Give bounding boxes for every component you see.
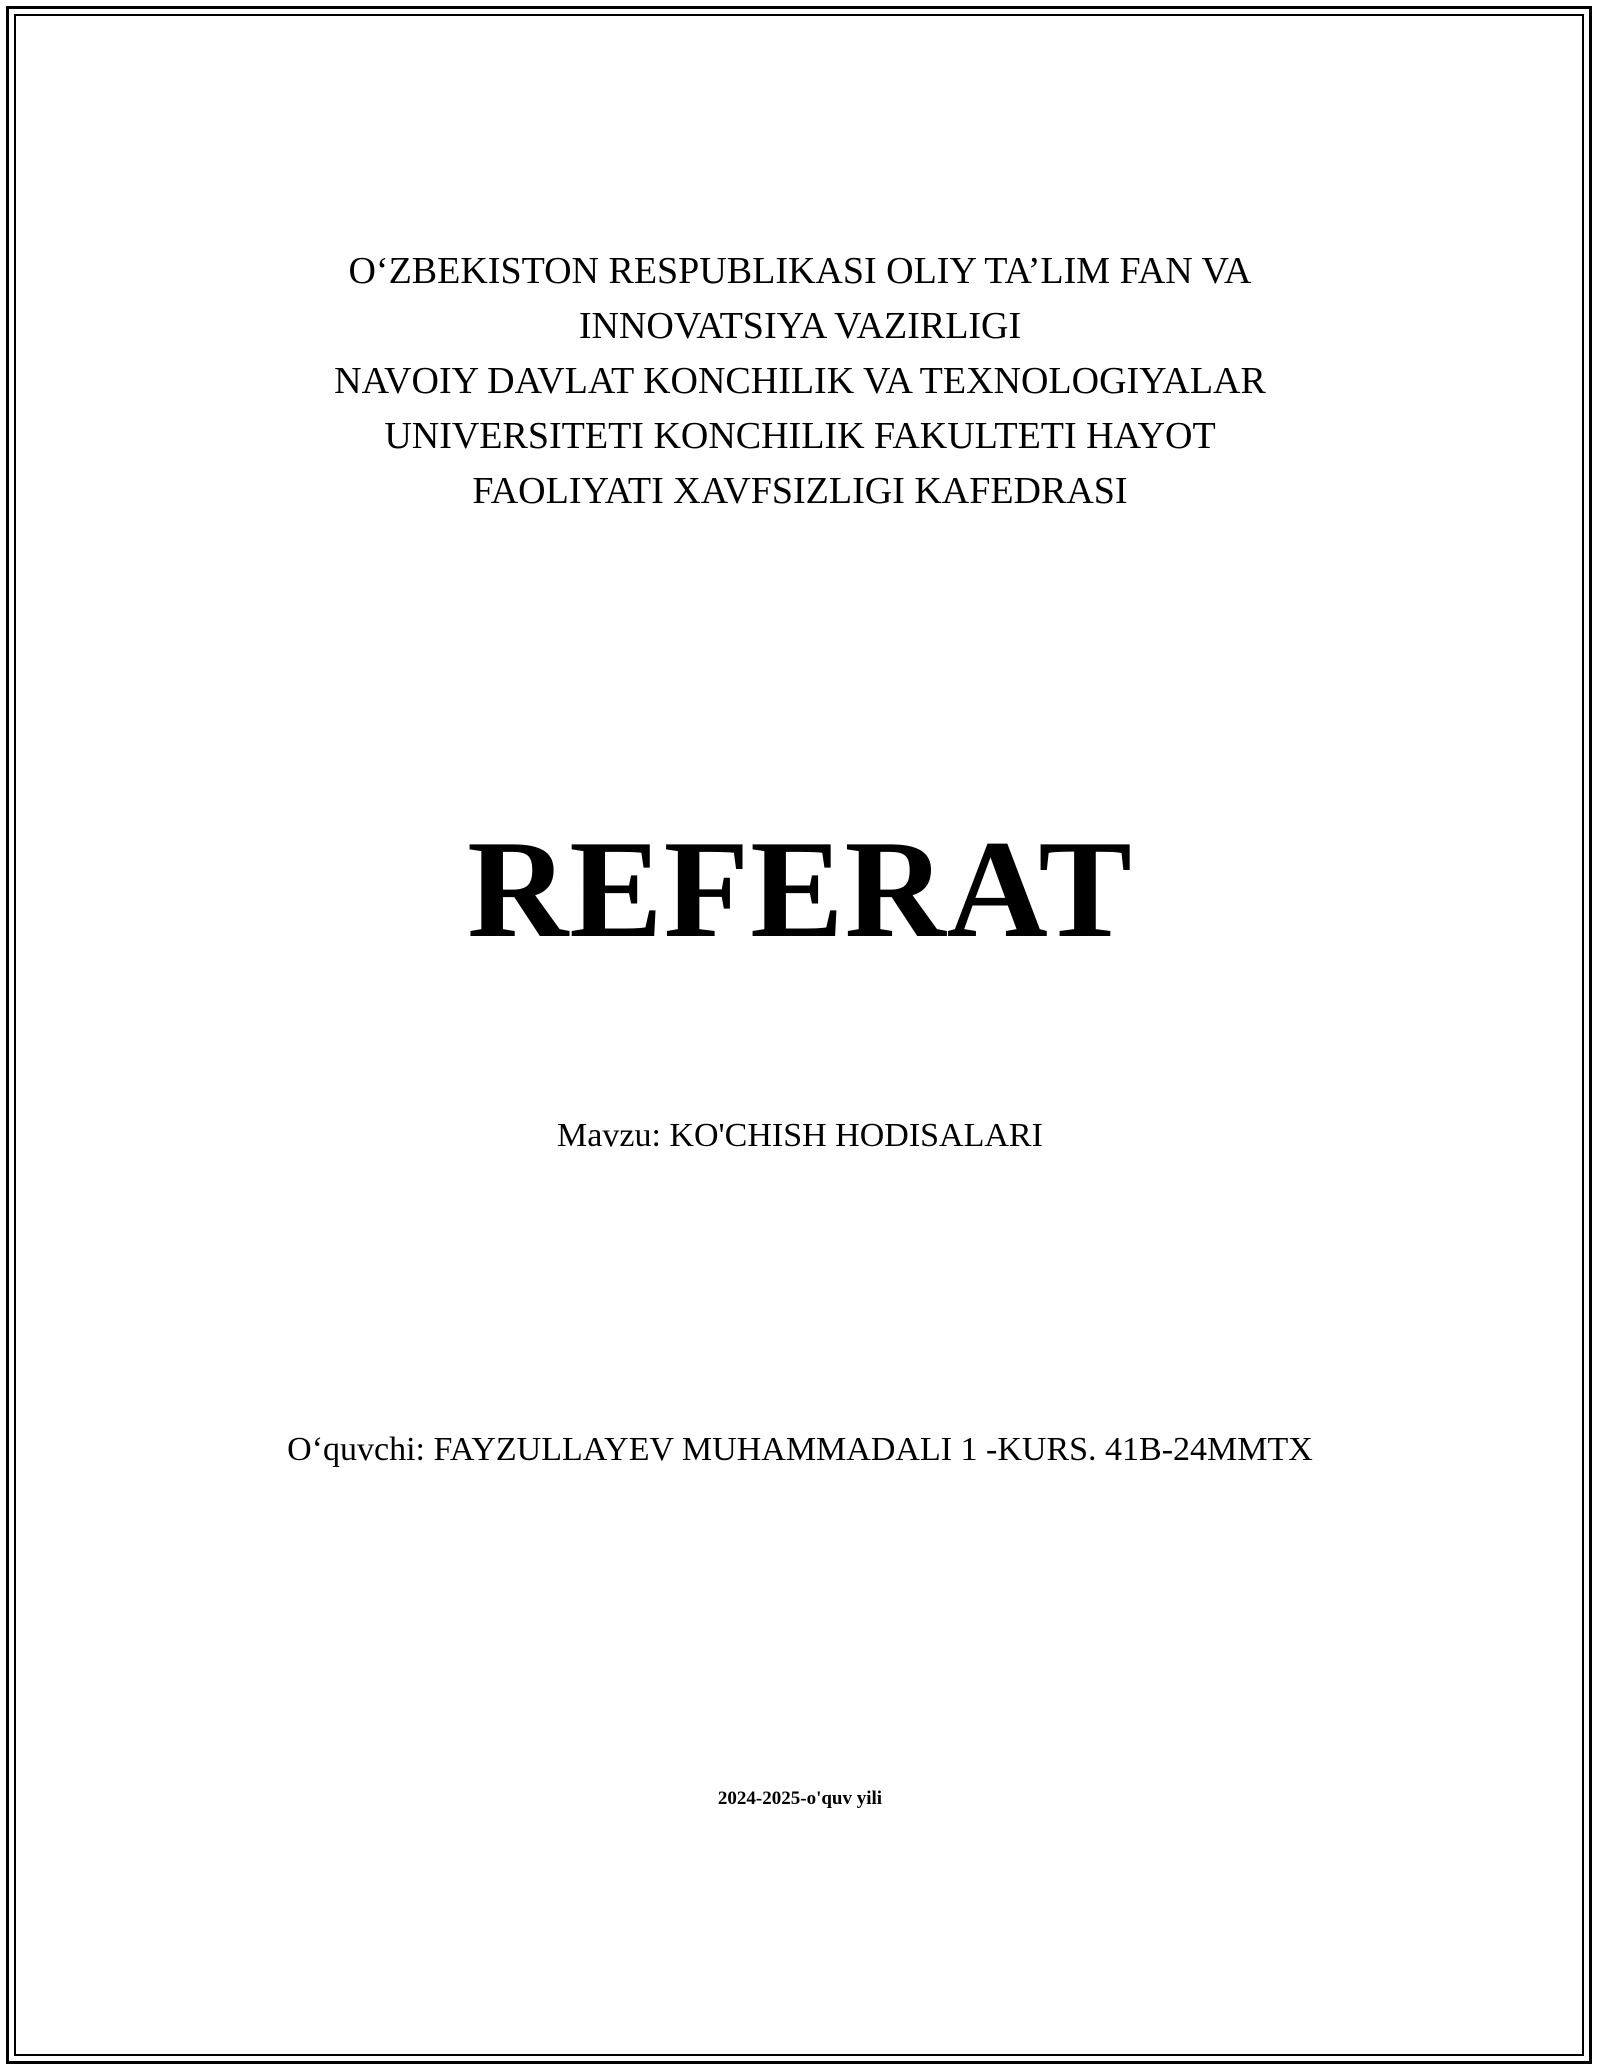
institution-line-4: UNIVERSITETI KONCHILIK FAKULTETI HAYOT: [384, 415, 1216, 457]
institution-line-1: O‘ZBEKISTON RESPUBLIKASI OLIY TA’LIM FAN VA: [348, 250, 1252, 292]
institution-line-3: NAVOIY DAVLAT KONCHILIK VA TEXNOLOGIYALAR: [334, 360, 1266, 402]
academic-year: 2024-2025-o'quv yili: [717, 1788, 883, 1809]
institution-line-2: INNOVATSIYA VAZIRLIGI: [578, 305, 1022, 347]
institution-line-5: FAOLIYATI XAVFSIZLIGI KAFEDRASI: [472, 470, 1128, 512]
document-title: REFERAT: [467, 812, 1133, 967]
topic-line: Mavzu: KO'CHISH HODISALARI: [557, 1117, 1043, 1154]
student-line: O‘quvchi: FAYZULLAYEV MUHAMMADALI 1 -KURS. 41B-24MMTX: [287, 1431, 1313, 1468]
institution-heading: [0, 244, 1600, 519]
